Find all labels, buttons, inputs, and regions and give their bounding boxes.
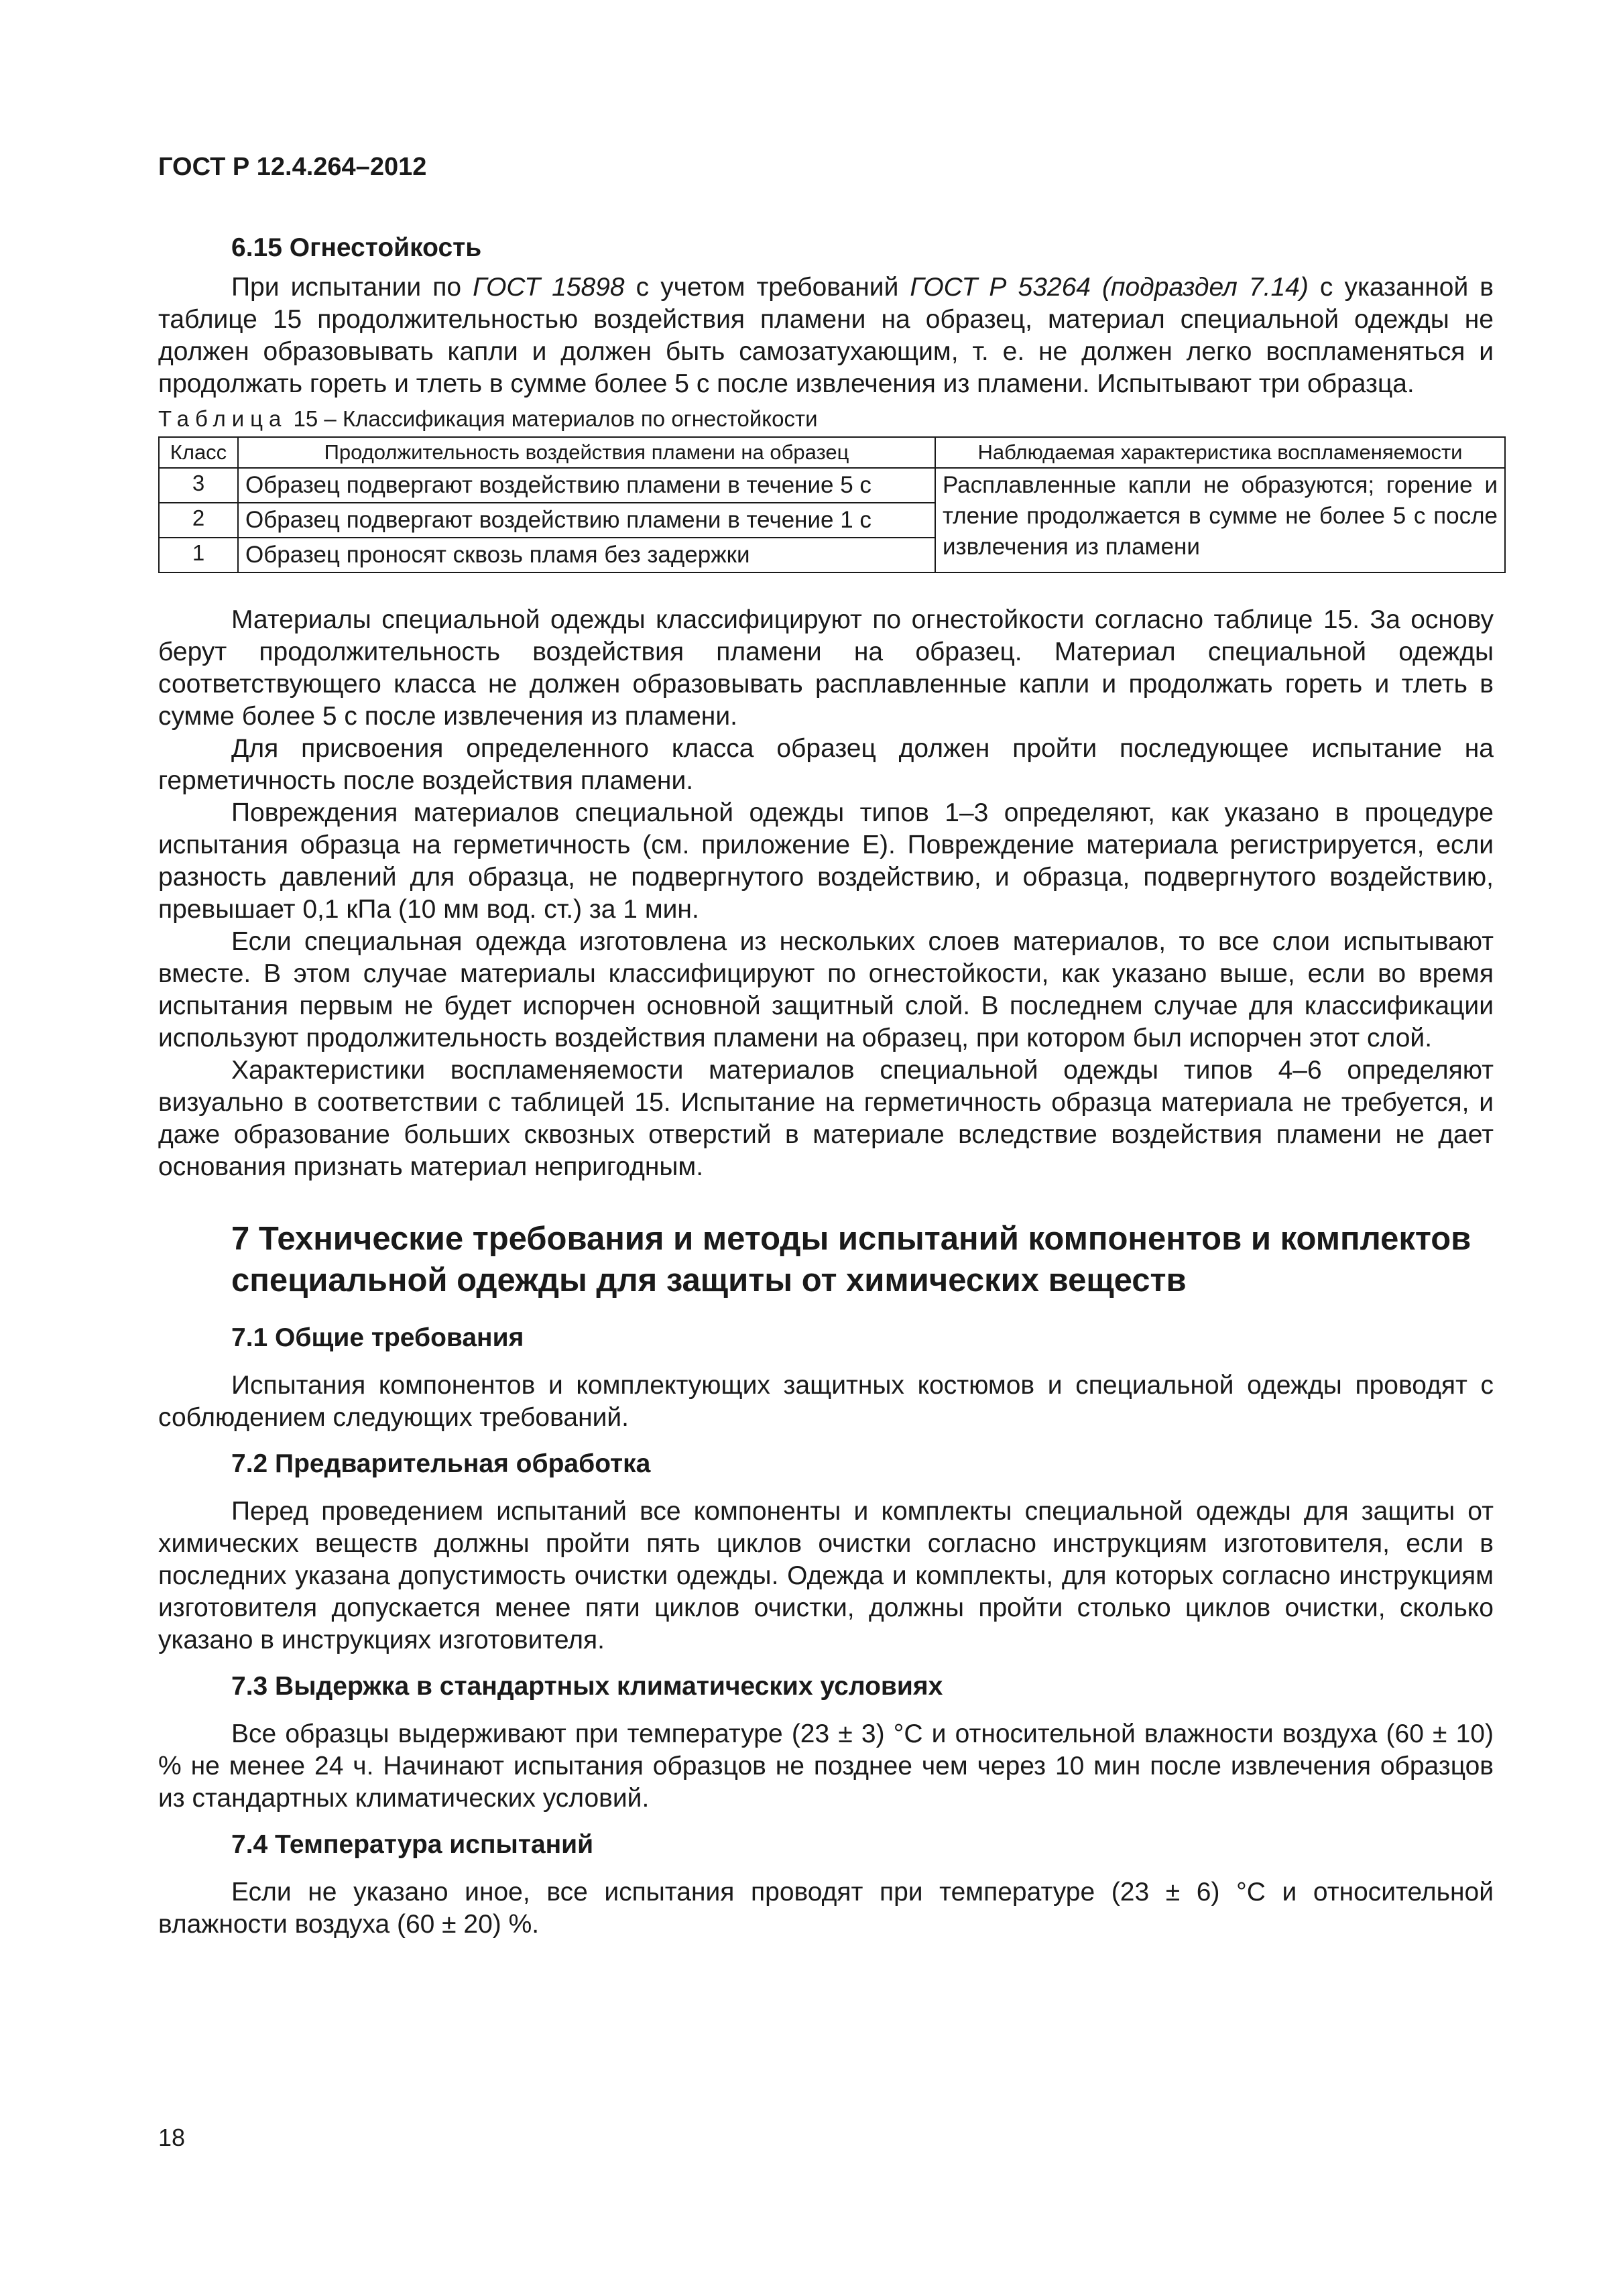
- table-row: [159, 468, 1505, 503]
- duration-cell: Образец проносят сквозь пламя без задержки: [238, 538, 935, 572]
- section-7-1-title: 7.1 Общие требования: [231, 1323, 524, 1352]
- text-fragment: с указанной в таблице 15 продолжительностью воздействия пламени на образец, материал специальной одежды не должен образовывать капли и должен быть самозатухающим, т. е. не должен легко воспламеняться и продолжать гореть и тлеть в сумме более 5 с после извлечения из пламени. Испытывают три образца.: [158, 273, 1494, 398]
- section-7-2-title: 7.2 Предварительная обработка: [231, 1449, 651, 1478]
- class-cell: 3: [159, 468, 238, 503]
- column-header-flammability: Наблюдаемая характеристика воспламеняемости: [935, 437, 1505, 468]
- class-cell: 1: [159, 538, 238, 572]
- standard-reference-link: ГОСТ Р 53264 (подраздел 7.14): [910, 273, 1309, 302]
- flammability-cell: Расплавленные капли не образуются; горение и тление продолжается в сумме не более 5 с после извлечения из пламени: [935, 468, 1505, 572]
- section-7-2-paragraph: Перед проведением испытаний все компоненты и комплекты специальной одежды для защиты от химических веществ должны пройти пять циклов очистки согласно инструкциям изготовителя, если в последних указана допустимость очистки одежды. Одежда и комплекты, для которых согласно инструкциям изготовителя допускается менее пяти циклов очистки, должны пройти столько циклов очистки, сколько указано в инструкциях изготовителя.: [158, 1497, 1494, 1654]
- table-header-row: [159, 437, 1505, 468]
- section-6-15-title: 6.15 Огнестойкость: [231, 233, 482, 262]
- section-7-4-paragraph: Если не указано иное, все испытания проводят при температуре (23 ± 6) °С и относительной влажности воздуха (60 ± 20) %.: [158, 1878, 1494, 1939]
- duration-cell: Образец подвергают воздействию пламени в течение 5 с: [238, 468, 935, 503]
- section-7-heading: 7 Технические требования и методы испытаний компонентов и комплектов специальной одежды для защиты от химических веществ: [231, 1221, 1471, 1298]
- page-content: [158, 231, 1498, 1941]
- body-paragraph: Повреждения материалов специальной одежды типов 1–3 определяют, как указано в процедуре испытания образца на герметичность (см. приложение Е). Повреждение материала регистрируется, если разность давлений для образца, не подвергнутого воздействию, и образца, подвергнутого воздействию, превышает 0,1 кПа (10 мм вод. ст.) за 1 мин.: [158, 798, 1494, 924]
- table-15-caption: [158, 406, 1494, 432]
- section-7-3-paragraph: Все образцы выдерживают при температуре (23 ± 3) °С и относительной влажности воздуха (60 ± 10) % не менее 24 ч. Начинают испытания образцов не позднее чем через 10 мин после извлечения образцов из стандартных климатических условий.: [158, 1719, 1494, 1813]
- table-15: [158, 436, 1506, 573]
- duration-cell: Образец подвергают воздействию пламени в течение 1 с: [238, 503, 935, 538]
- standard-reference-link: ГОСТ 15898: [473, 273, 625, 302]
- document-code-header: ГОСТ Р 12.4.264–2012: [158, 153, 427, 181]
- text-fragment: При испытании по: [231, 273, 473, 302]
- section-7-1-paragraph: Испытания компонентов и комплектующих защитных костюмов и специальной одежды проводят с соблюдением следующих требований.: [158, 1371, 1494, 1432]
- caption-label: Таблица: [158, 406, 288, 431]
- text-fragment: с учетом требований: [624, 273, 910, 302]
- section-6-15-paragraph: [158, 271, 1494, 400]
- caption-text: 15 – Классификация материалов по огнестойкости: [287, 406, 818, 431]
- section-7-4-title: 7.4 Температура испытаний: [231, 1830, 594, 1859]
- page-number: 18: [158, 2124, 186, 2151]
- body-paragraph: Характеристики воспламеняемости материалов специальной одежды типов 4–6 определяют визуально в соответствии с таблицей 15. Испытание на герметичность образца материала не требуется, и даже образование больших сквозных отверстий в материале вследствие воздействия пламени не дает основания признать материал непригодным.: [158, 1056, 1494, 1181]
- body-paragraph: Если специальная одежда изготовлена из нескольких слоев материалов, то все слои испытывают вместе. В этом случае материалы классифицируют по огнестойкости, как указано выше, если во время испытания первым не будет испорчен основной защитный слой. В последнем случае для классификации используют продолжительность воздействия пламени на образец, при котором был испорчен этот слой.: [158, 927, 1494, 1052]
- column-header-class: Класс: [159, 437, 238, 468]
- body-paragraph: Материалы специальной одежды классифицируют по огнестойкости согласно таблице 15. За основу берут продолжительность воздействия пламени на образец. Материал специальной одежды соответствующего класса не должен образовывать расплавленные капли и продолжать гореть и тлеть в сумме более 5 с после извлечения из пламени.: [158, 605, 1494, 731]
- class-cell: 2: [159, 503, 238, 538]
- body-paragraph: Для присвоения определенного класса образец должен пройти последующее испытание на герметичность после воздействия пламени.: [158, 734, 1494, 795]
- column-header-duration: Продолжительность воздействия пламени на образец: [238, 437, 935, 468]
- section-7-3-title: 7.3 Выдержка в стандартных климатических условиях: [231, 1672, 943, 1701]
